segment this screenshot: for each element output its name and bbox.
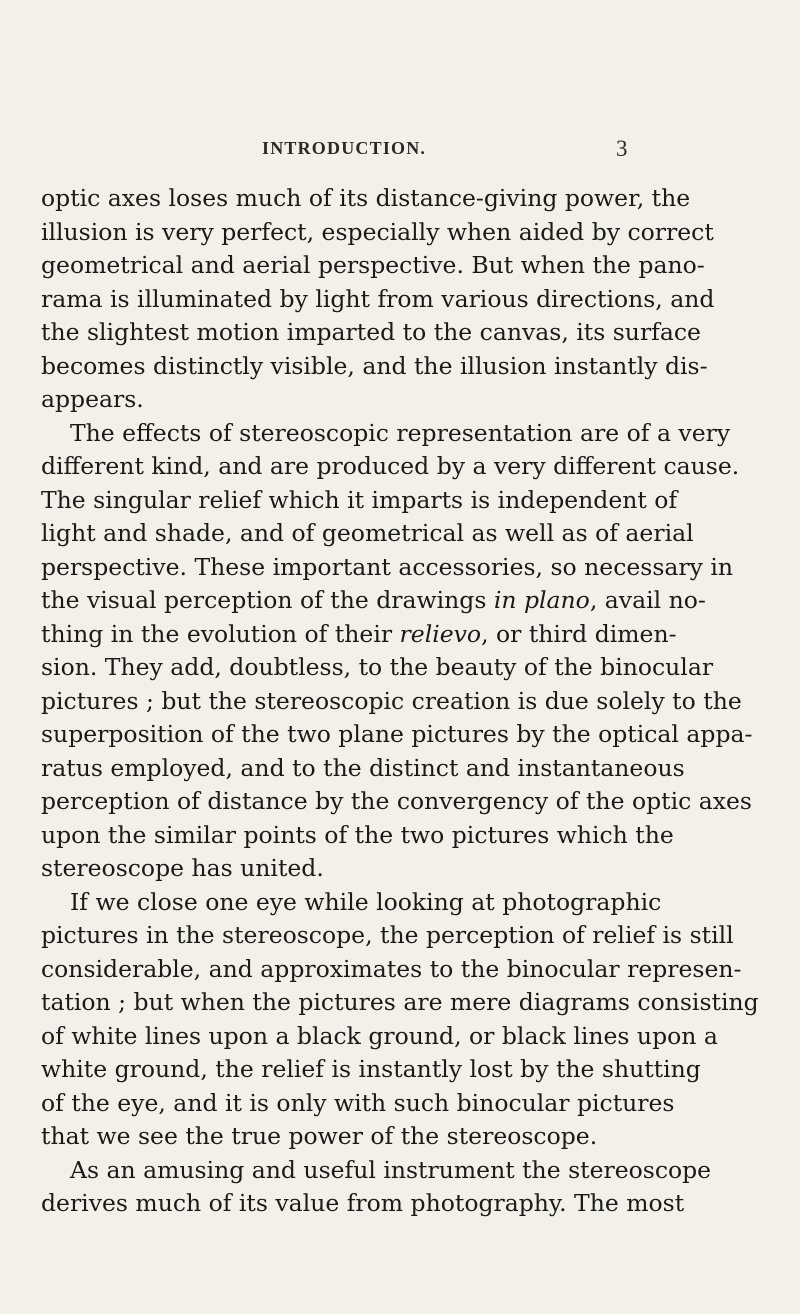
text-segment: ratus employed, and to the distinct and instantaneous xyxy=(41,753,685,782)
text-segment: pictures in the stereoscope, the perception of relief is still xyxy=(41,921,734,949)
text-segment: upon the similar points of the two pictures which the xyxy=(41,820,674,849)
text-line xyxy=(41,517,694,551)
text-segment: superposition of the two plane pictures by the optical appa- xyxy=(41,720,753,748)
text-segment: different kind, and are produced by a very different cause. xyxy=(41,452,740,480)
text-line xyxy=(41,819,674,853)
text-segment: derives much of its value from photography. The most xyxy=(41,1189,685,1217)
text-line xyxy=(41,785,752,819)
text-line xyxy=(41,718,753,752)
text-line xyxy=(41,383,631,417)
text-line xyxy=(41,1087,675,1121)
text-segment: If we close one eye while looking at photographic xyxy=(70,887,662,916)
page-number: 3 xyxy=(616,136,628,161)
running-title: INTRODUCTION. xyxy=(262,138,427,158)
text-segment: stereoscope has united. xyxy=(41,854,324,882)
text-segment: becomes distinctly visible, and the illusion instantly dis- xyxy=(41,351,708,380)
text-segment: the visual perception of the drawings xyxy=(41,586,494,614)
text-line xyxy=(41,685,742,719)
text-segment: thing in the evolution of their xyxy=(41,619,400,648)
text-segment: appears. xyxy=(41,385,144,413)
text-line xyxy=(41,852,631,886)
text-segment: optic axes loses much of its distance-giving power, the xyxy=(41,184,691,212)
text-segment: geometrical and aerial perspective. But when the pano- xyxy=(41,251,705,279)
text-line xyxy=(41,249,705,283)
text-segment: sion. They add, doubtless, to the beauty of the binocular xyxy=(41,653,714,681)
text-line xyxy=(41,1154,712,1188)
text-line xyxy=(41,651,714,685)
text-segment: that we see the true power of the stereoscope. xyxy=(41,1122,598,1150)
text-line xyxy=(41,1120,631,1154)
paragraph xyxy=(41,886,759,1154)
text-line xyxy=(41,584,706,618)
text-segment: , or third dimen- xyxy=(481,619,677,648)
text-line xyxy=(41,1187,685,1221)
text-line xyxy=(41,1020,718,1054)
text-line xyxy=(41,350,708,384)
text-line xyxy=(41,216,714,250)
text-line xyxy=(41,182,691,216)
paragraph xyxy=(41,182,715,417)
text-segment: illusion is very perfect, especially when aided by correct xyxy=(41,217,714,246)
paragraph xyxy=(41,417,753,886)
text-segment: The effects of stereoscopic representation are of a very xyxy=(70,418,731,447)
text-line xyxy=(41,484,678,518)
text-segment: the slightest motion imparted to the canvas, its surface xyxy=(41,318,701,346)
text-segment: considerable, and approximates to the binocular represen- xyxy=(41,954,742,983)
text-segment: , avail no- xyxy=(589,586,706,614)
running-head xyxy=(0,138,800,166)
text-line xyxy=(41,618,677,652)
text-segment: perception of distance by the convergency of the optic axes xyxy=(41,787,752,815)
text-segment: tation ; but when the pictures are mere diagrams consisting xyxy=(41,988,759,1016)
paragraph xyxy=(41,1154,712,1221)
text-line xyxy=(41,450,740,484)
text-line xyxy=(41,551,734,585)
text-line xyxy=(41,986,759,1020)
text-line xyxy=(41,919,734,953)
italic-phrase: in plano xyxy=(493,586,590,614)
text-line xyxy=(41,316,701,350)
text-line xyxy=(41,752,685,786)
text-segment: rama is illuminated by light from various directions, and xyxy=(41,284,715,313)
text-line xyxy=(41,1053,701,1087)
text-segment: pictures ; but the stereoscopic creation is due solely to the xyxy=(41,686,742,715)
text-line xyxy=(41,417,731,451)
text-segment: white ground, the relief is instantly lost by the shutting xyxy=(41,1055,701,1083)
italic-phrase: relievo xyxy=(399,619,482,648)
text-segment: As an amusing and useful instrument the stereoscope xyxy=(70,1155,712,1184)
text-segment: of white lines upon a black ground, or black lines upon a xyxy=(41,1021,718,1050)
text-line xyxy=(41,886,662,920)
body-text xyxy=(41,182,759,1221)
text-line xyxy=(41,283,715,317)
text-segment: The singular relief which it imparts is independent of xyxy=(41,485,678,514)
text-line xyxy=(41,953,742,987)
text-segment: light and shade, and of geometrical as well as of aerial xyxy=(41,519,694,547)
text-segment: perspective. These important accessories, so necessary in xyxy=(41,552,734,581)
text-segment: of the eye, and it is only with such binocular pictures xyxy=(41,1088,675,1117)
